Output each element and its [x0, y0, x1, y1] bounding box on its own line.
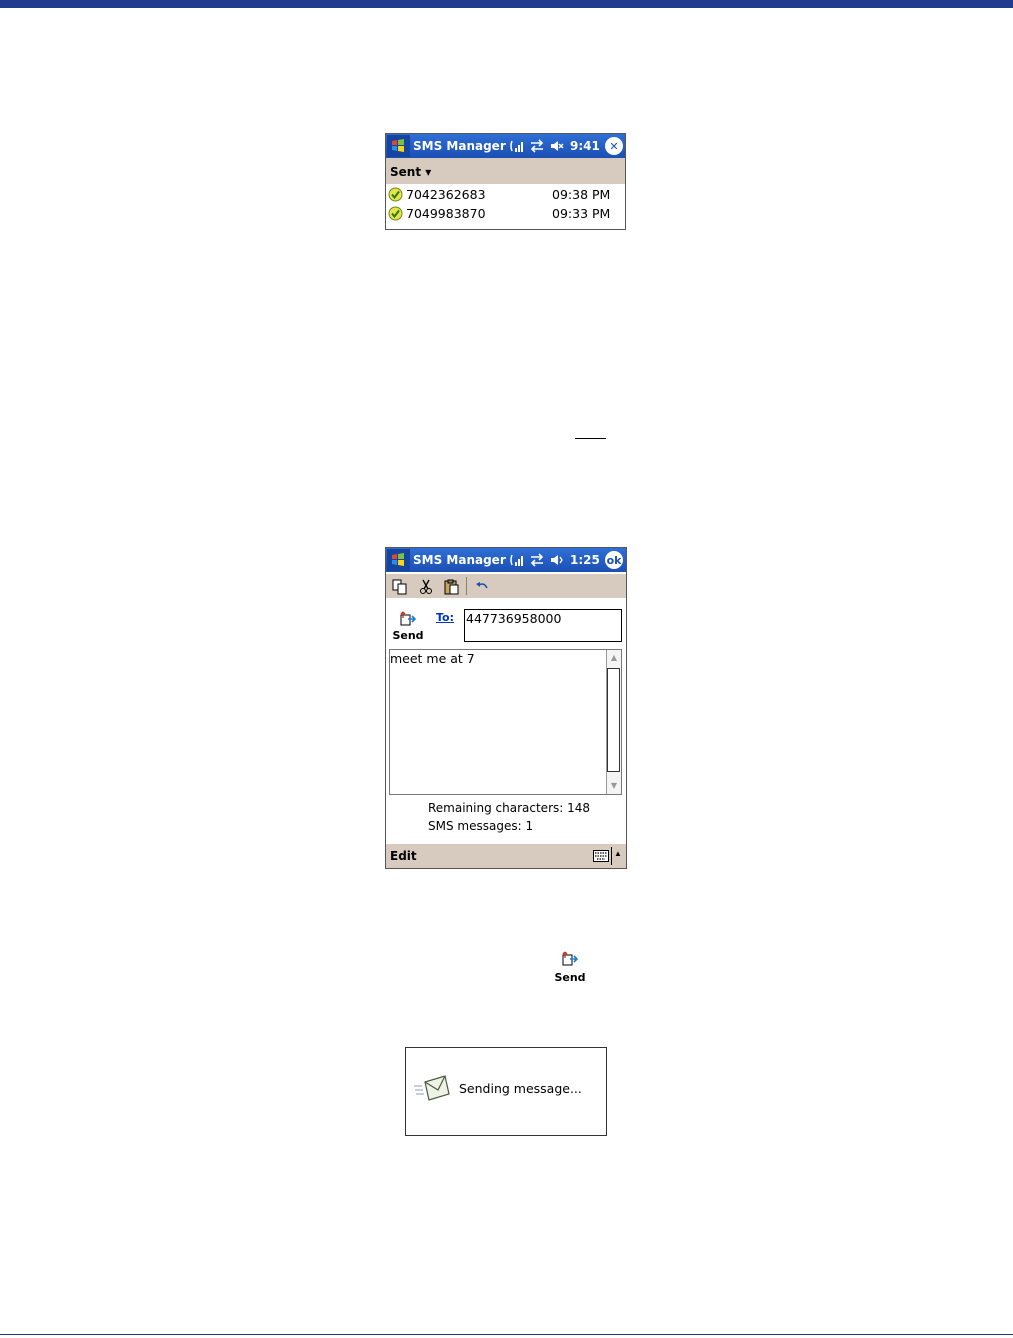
to-link[interactable]: To:	[436, 611, 454, 624]
scroll-thumb[interactable]	[607, 668, 620, 772]
divider	[575, 438, 606, 439]
send-label: Send	[554, 971, 586, 984]
sms-sent-list-screen	[385, 133, 626, 230]
folder-menu[interactable]: Sent ▾	[390, 165, 432, 179]
close-icon[interactable]: ✕	[605, 137, 623, 155]
keyboard-icon[interactable]	[593, 850, 609, 862]
cut-icon[interactable]	[418, 579, 434, 595]
title-bar	[386, 134, 625, 158]
connectivity-icon[interactable]	[530, 553, 544, 567]
scroll-up-icon[interactable]: ▲	[610, 653, 618, 662]
check-icon	[388, 187, 403, 202]
message-time: 09:33 PM	[552, 206, 611, 221]
recipient-field[interactable]: 447736958000	[464, 609, 622, 642]
signal-icon[interactable]	[510, 139, 524, 153]
toolbar-separator	[466, 577, 467, 595]
send-icon	[562, 950, 578, 966]
copy-icon[interactable]	[392, 579, 408, 595]
page-top-rule	[0, 0, 1013, 8]
start-button[interactable]	[387, 135, 410, 157]
folder-bar	[386, 158, 625, 184]
paste-icon[interactable]	[444, 579, 460, 595]
send-button[interactable]	[390, 610, 426, 642]
envelope-icon	[413, 1074, 451, 1102]
app-title: SMS Manager	[413, 553, 506, 567]
connectivity-icon[interactable]	[530, 139, 544, 153]
message-body-text: meet me at 7	[390, 651, 475, 666]
signal-icon[interactable]	[510, 553, 524, 567]
menu-bar	[386, 844, 626, 868]
start-button[interactable]	[387, 549, 410, 571]
status-icons	[510, 137, 600, 155]
message-time: 09:38 PM	[552, 187, 611, 202]
sip-arrow-icon[interactable]: ▲	[614, 849, 622, 858]
check-icon	[388, 206, 403, 221]
dialog-message: Sending message...	[459, 1081, 582, 1096]
message-number: 7049983870	[406, 206, 486, 221]
status-icons	[510, 551, 600, 569]
edit-menu[interactable]: Edit	[390, 849, 417, 863]
remaining-characters: Remaining characters: 148	[428, 801, 591, 815]
scroll-down-icon[interactable]: ▼	[610, 781, 618, 790]
list-item[interactable]	[388, 206, 623, 224]
windows-flag-icon	[391, 552, 405, 567]
message-body-field[interactable]	[389, 649, 622, 795]
sms-message-count: SMS messages: 1	[428, 819, 534, 833]
send-icon-illustration	[552, 950, 588, 984]
vertical-scrollbar[interactable]	[606, 650, 621, 794]
send-label: Send	[392, 629, 424, 642]
ok-button[interactable]: ok	[605, 551, 623, 569]
toolbar	[386, 574, 626, 598]
sip-separator	[611, 847, 612, 865]
send-icon	[400, 610, 416, 626]
windows-flag-icon	[391, 138, 405, 153]
volume-muted-icon[interactable]	[550, 139, 564, 153]
undo-icon[interactable]	[474, 579, 490, 595]
title-bar	[386, 548, 626, 572]
message-number: 7042362683	[406, 187, 486, 202]
volume-icon[interactable]	[550, 553, 564, 567]
sms-compose-screen	[385, 547, 627, 869]
sending-dialog	[405, 1047, 607, 1136]
clock[interactable]: 1:25	[570, 553, 600, 567]
clock[interactable]: 9:41	[570, 139, 600, 153]
app-title: SMS Manager	[413, 139, 506, 153]
page-bottom-rule	[0, 1334, 1013, 1335]
list-item[interactable]	[388, 187, 623, 205]
